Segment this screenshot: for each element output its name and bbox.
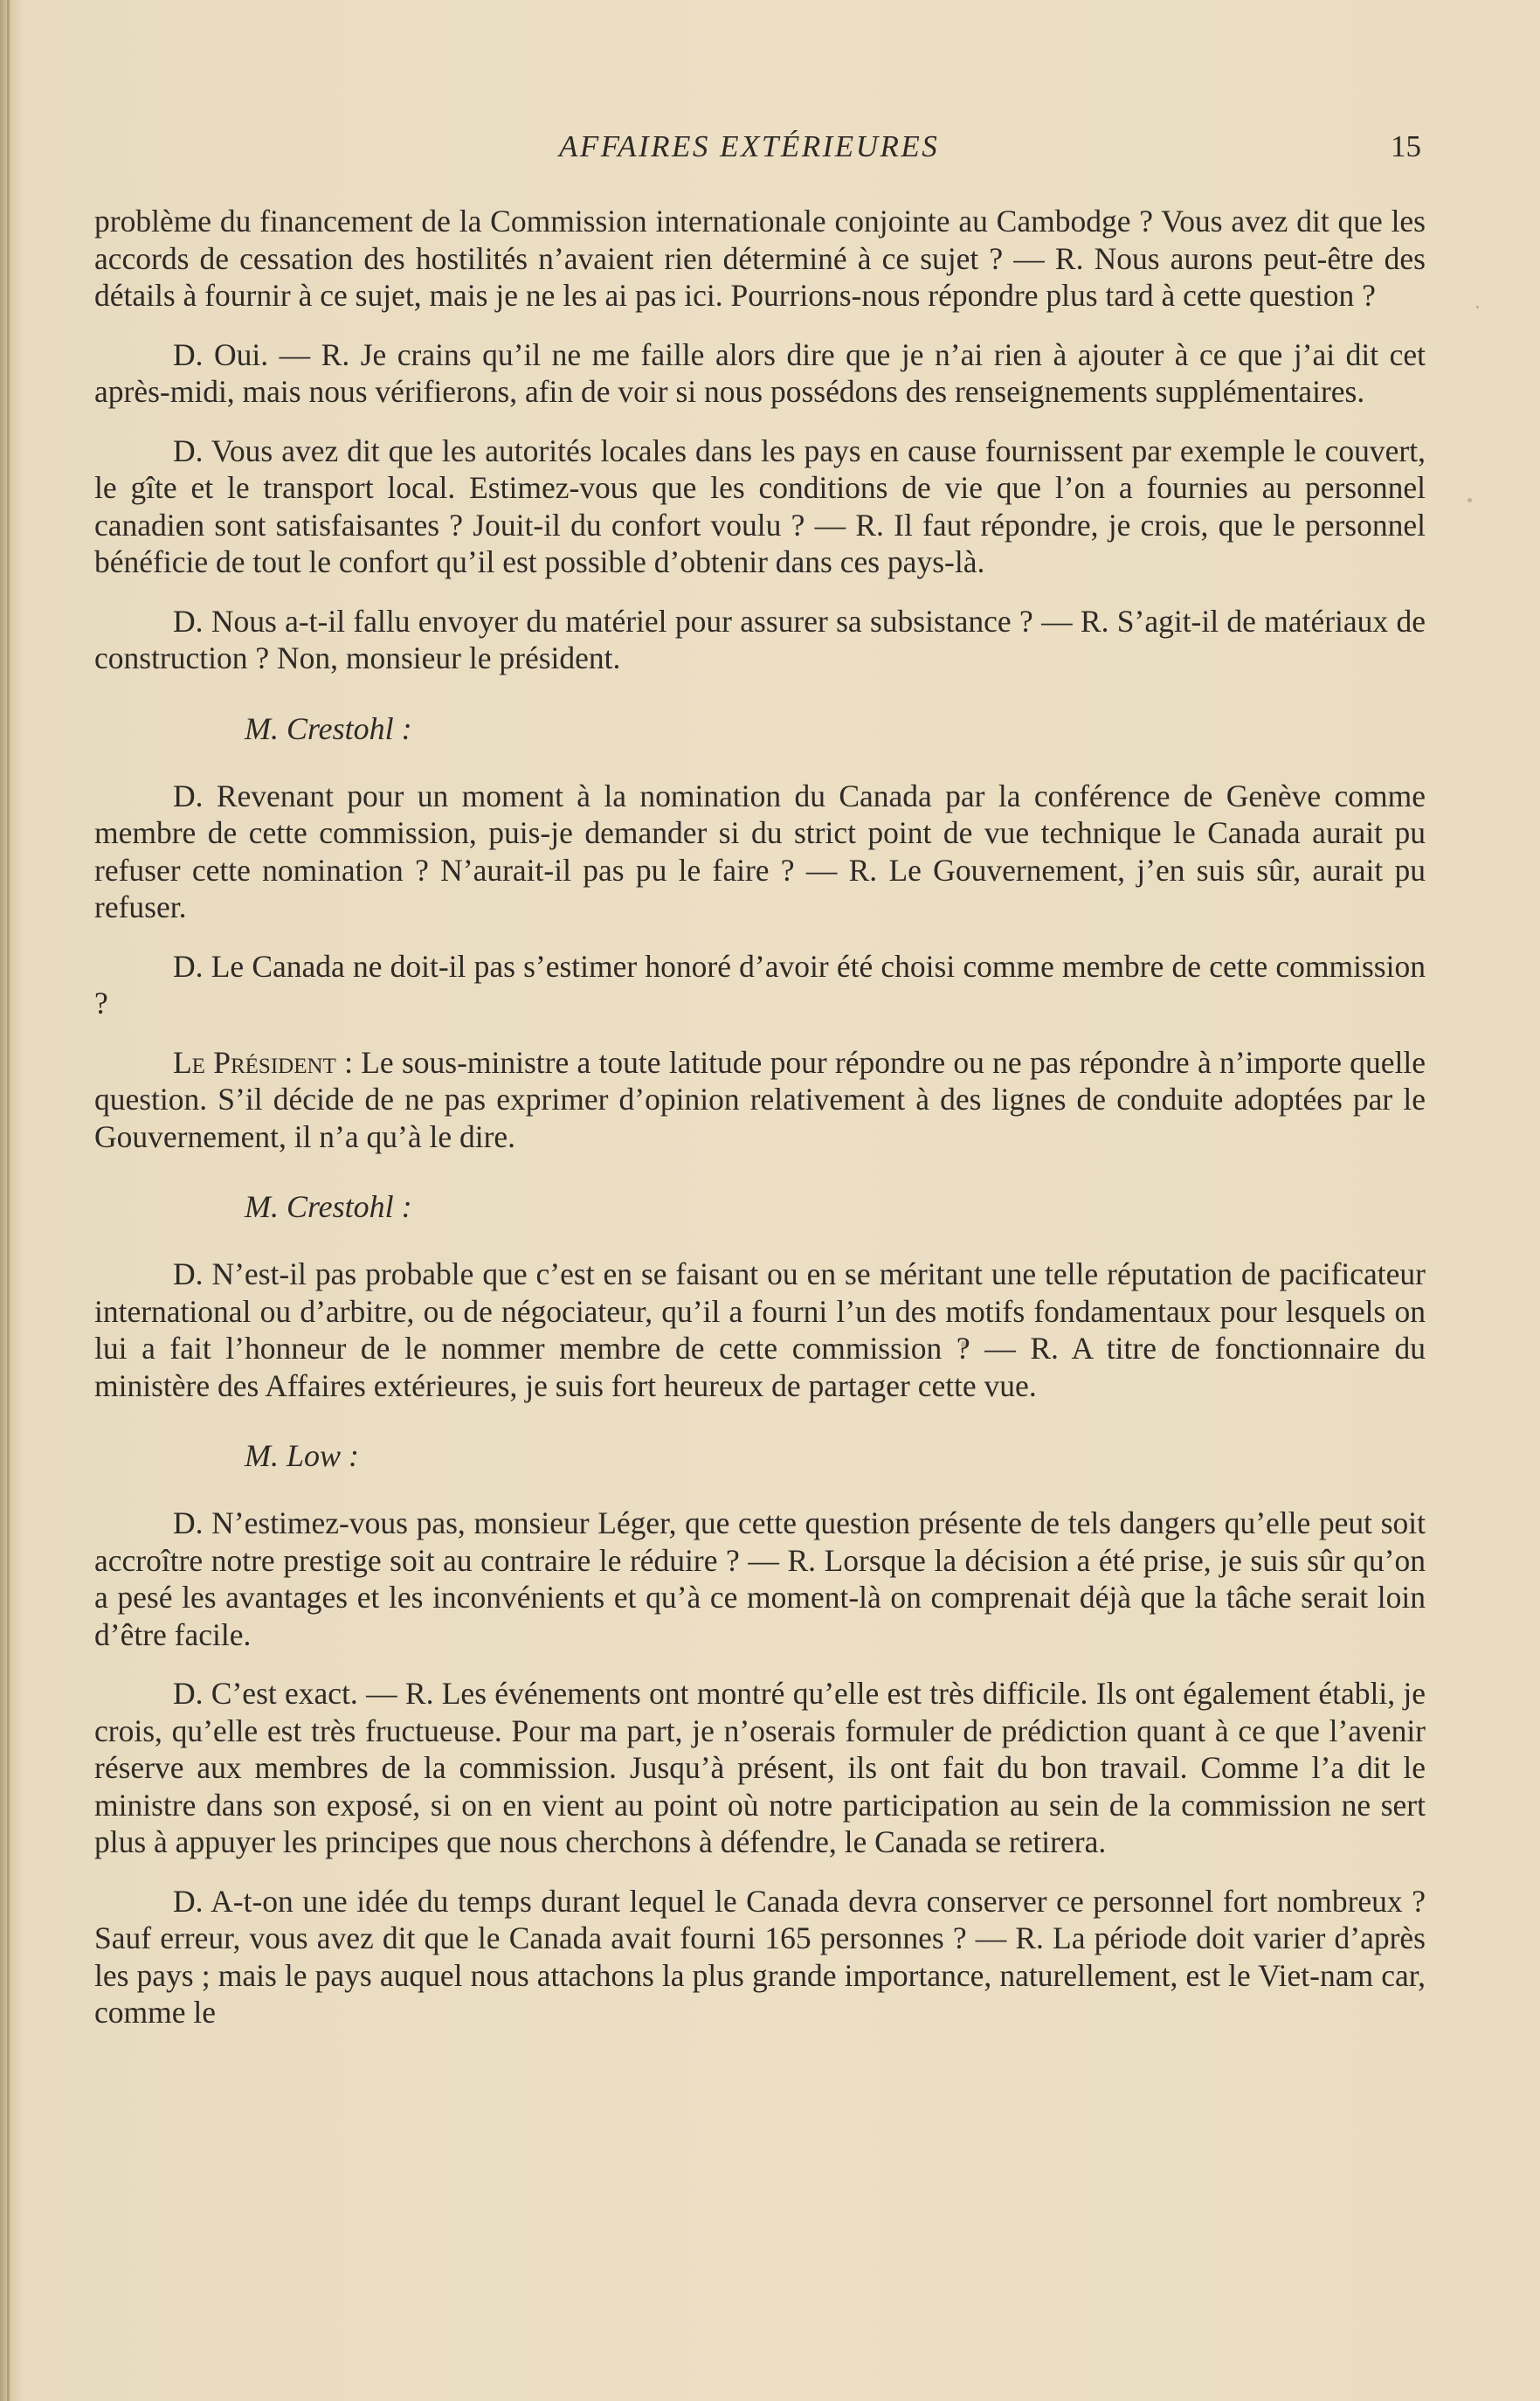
paragraph: D. N’est-il pas probable que c’est en se faisant ou en se méritant une telle réputation de pacificateur international ou d’arbitre, ou de négociateur, qu’il a fourni l’un des motifs fondamentaux pour lesquels on lui a fait l’honneur de le nommer membre de cette commission ? — R. A titre de fonctionnaire du ministère des Affaires extérieures, je suis fort heureux de partager cette vue. <box>94 1256 1426 1403</box>
paragraph: D. C’est exact. — R. Les événements ont montré qu’elle est très difficile. Ils ont également établi, je crois, qu’elle est très fructueuse. Pour ma part, je n’oserais formuler de prédiction quant à ce que l’avenir réserve aux membres de la commission. Jusqu’à présent, ils ont fait du bon travail. Comme l’a dit le ministre dans son exposé, si on en vient au point où notre participation au sein de la commission ne sert plus à appuyer les principes que nous cherchons à défendre, le Canada se retirera. <box>94 1676 1426 1859</box>
speaker-name: Le Président : <box>173 1044 353 1080</box>
paragraph: D. Oui. — R. Je crains qu’il ne me faille alors dire que je n’ai rien à ajouter à ce que j’ai dit cet après-midi, mais nous vérifierons, afin de voir si nous possédons des renseignements supplémentaires. <box>94 336 1426 409</box>
speaker-heading: M. Crestohl : <box>245 1189 412 1224</box>
paragraph-text: Le sous-ministre a toute latitude pour répondre ou ne pas répondre à n’importe quelle question. S’il décide de ne pas exprimer d’opinion relativement à des lignes de conduite adoptées par le Gouvernement, il n’a qu’à le dire. <box>94 1044 1426 1154</box>
paragraph: D. Nous a-t-il fallu envoyer du matériel pour assurer sa subsistance ? — R. S’agit-il de matériaux de construction ? Non, monsieur le président. <box>94 603 1426 675</box>
paragraph: D. N’estimez-vous pas, monsieur Léger, que cette question présente de tels dangers qu’elle peut soit accroître notre prestige soit au contraire le réduire ? — R. Lorsque la décision a été prise, je suis sûr qu’on a pesé les avantages et les inconvénients et qu’à ce moment-là on comprenait déjà que la tâche serait loin d’être facile. <box>94 1505 1426 1652</box>
paper-speck <box>961 1341 966 1348</box>
president-paragraph <box>94 1044 1426 1156</box>
paragraph: problème du financement de la Commission internationale conjointe au Cambodge ? Vous avez dit que les accords de cessation des hostilités n’avaient rien déterminé à ce sujet ? — R. Nous aurons peut-être des détails à fournir à ce sujet, mais je ne les ai pas ici. Pourrions-nous répondre plus tard à cette question ? <box>94 204 1426 313</box>
paper-speck <box>1363 1319 1366 1323</box>
paragraph: D. Le Canada ne doit-il pas s’estimer honoré d’avoir été choisi comme membre de cette commission ? <box>94 948 1426 1021</box>
page-header <box>0 129 1540 170</box>
speaker-heading: M. Low : <box>245 1438 360 1473</box>
binding-fold <box>7 0 10 2401</box>
page-body <box>94 203 1426 2053</box>
paper-speck <box>1467 498 1472 502</box>
speaker-heading: M. Crestohl : <box>245 710 412 746</box>
paragraph: D. Vous avez dit que les autorités locales dans les pays en cause fournissent par exemple le couvert, le gîte et le transport local. Estimez-vous que les conditions de vie que l’on a fournies au personnel canadien sont satisfaisantes ? Jouit-il du confort voulu ? — R. Il faut répondre, je crois, que le personnel bénéficie de tout le confort qu’il est possible d’obtenir dans ces pays-là. <box>94 432 1426 579</box>
paper-speck <box>1476 306 1479 308</box>
paragraph: D. Revenant pour un moment à la nomination du Canada par la conférence de Genève comme membre de cette commission, puis-je demander si du strict point de vue technique le Canada aurait pu refuser cette nomination ? N’aurait-il pas pu le faire ? — R. Le Gouvernement, j’en suis sûr, aurait pu refuser. <box>94 778 1426 924</box>
running-title: AFFAIRES EXTÉRIEURES <box>559 129 940 163</box>
paragraph: D. A-t-on une idée du temps durant lequel le Canada devra conserver ce personnel fort nombreux ? Sauf erreur, vous avez dit que le Canada avait fourni 165 personnes ? — R. La période doit varier d’après les pays ; mais le pays auquel nous attachons la plus grande importance, naturellement, est le Viet-nam car, comme le <box>94 1883 1426 2030</box>
page-number: 15 <box>1391 129 1421 163</box>
